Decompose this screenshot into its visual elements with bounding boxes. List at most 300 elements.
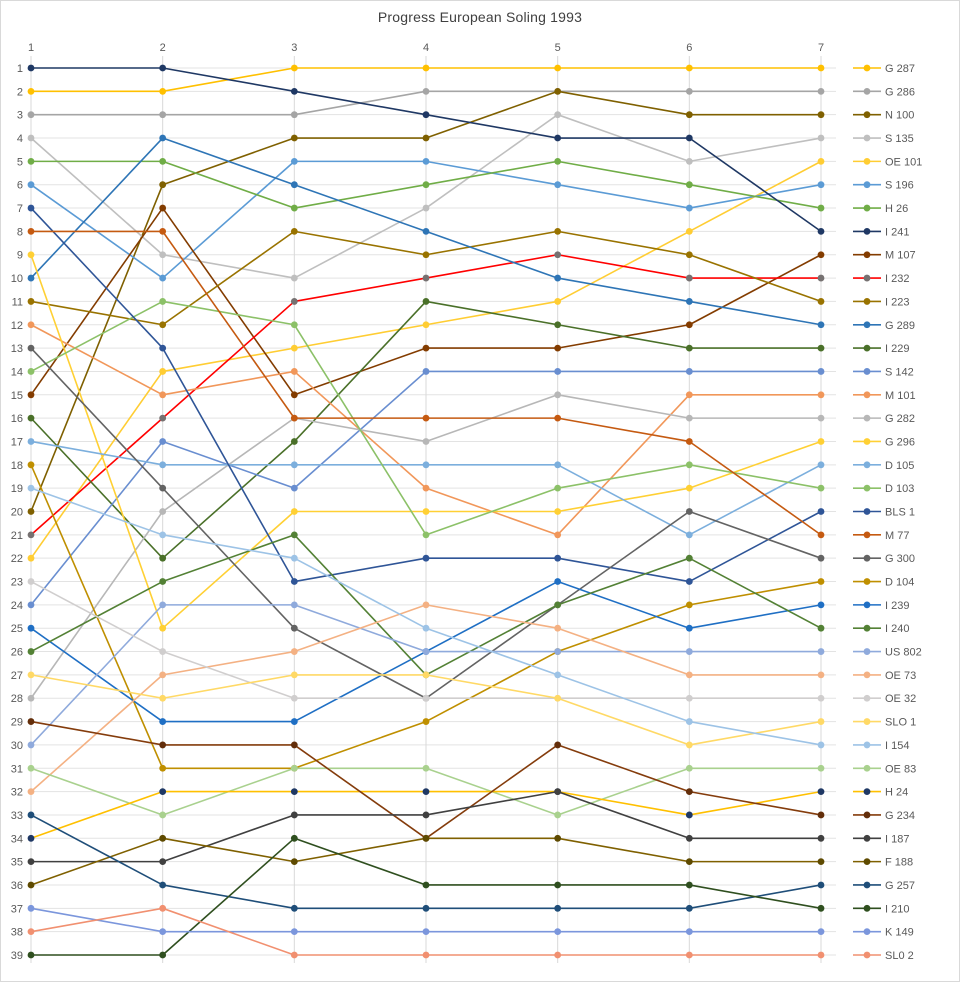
y-tick-label: 15 [10,389,23,402]
series-point-SLO-1 [686,742,693,749]
series-point-OE-32 [686,695,693,702]
y-tick-label: 35 [10,856,23,869]
y-tick-label: 24 [10,599,23,612]
legend-label: I 240 [885,623,910,636]
y-tick-label: 30 [10,739,23,752]
y-tick-label: 19 [10,483,23,496]
series-point-D-103 [423,531,430,538]
y-tick-label: 4 [16,133,23,146]
series-point-I-154 [423,625,430,632]
series-point-I-232 [291,298,298,305]
series-point-OE-83 [554,812,561,819]
series-point-SLO-1 [291,671,298,678]
series-point-G-287 [28,88,35,95]
legend-label: H 24 [885,786,909,799]
series-point-N-100 [28,508,35,515]
series-point-G-257 [554,905,561,912]
legend-swatch-marker [864,648,871,655]
legend-swatch-marker [864,578,871,585]
series-point-OE-73 [818,671,825,678]
series-point-M-101 [159,391,166,398]
series-point-F-188 [554,835,561,842]
series-point-K-149 [159,928,166,935]
y-tick-label: 2 [16,86,23,99]
series-point-K-149 [554,928,561,935]
y-tick-label: 10 [10,273,23,286]
series-point-OE-32 [818,695,825,702]
series-point-S-196 [818,181,825,188]
series-point-I-154 [818,742,825,749]
series-point-G-257 [28,812,35,819]
series-point-G-289 [554,275,561,282]
series-point-I-187 [554,788,561,795]
series-point-N-100 [686,111,693,118]
series-point-I-232 [423,275,430,282]
y-tick-label: 36 [10,879,23,892]
series-point-I-187 [291,812,298,819]
series-point-G-257 [291,905,298,912]
series-point-I-240 [291,531,298,538]
series-point-I-232 [686,275,693,282]
legend-label: S 142 [885,366,914,379]
series-point-I-187 [818,835,825,842]
series-point-I-229 [818,345,825,352]
series-point-G-289 [818,321,825,328]
series-point-H-24 [291,788,298,795]
legend-label: G 300 [885,553,915,566]
series-point-SL0-2 [159,905,166,912]
series-point-N-100 [554,88,561,95]
y-tick-label: 29 [10,716,23,729]
series-point-I-210 [28,952,35,959]
y-tick-label: 1 [16,63,23,75]
series-point-US-802 [159,601,166,608]
series-point-SL0-2 [423,952,430,959]
legend-swatch-marker [864,742,871,749]
series-point-G-289 [291,181,298,188]
x-tick-label: 4 [422,42,430,54]
series-point-OE-83 [818,765,825,772]
series-point-F-188 [423,835,430,842]
series-point-G-257 [818,882,825,889]
y-tick-label: 5 [16,156,23,169]
series-point-OE-32 [423,695,430,702]
series-point-I-240 [554,601,561,608]
series-point-G-257 [686,905,693,912]
series-point-I-154 [28,485,35,492]
legend-swatch-marker [864,765,871,772]
legend-label: D 103 [885,483,915,496]
series-point-SLO-1 [818,718,825,725]
series-point-S-135 [818,135,825,142]
series-point-OE-101 [818,158,825,165]
series-point-I-210 [818,905,825,912]
series-point-SLO-1 [423,671,430,678]
series-point-BLS-1 [159,345,166,352]
series-point-I-154 [291,555,298,562]
series-point-I-223 [159,321,166,328]
series-point-I-239 [818,601,825,608]
series-point-I-241 [554,135,561,142]
y-tick-label: 37 [10,903,23,916]
series-point-M-101 [423,485,430,492]
series-point-G-296 [554,508,561,515]
series-point-D-103 [686,461,693,468]
legend-swatch-marker [864,298,871,305]
series-point-G-257 [159,882,166,889]
series-point-M-77 [554,415,561,422]
series-point-G-289 [159,135,166,142]
x-tick-label: 7 [817,42,825,54]
series-point-US-802 [291,601,298,608]
series-point-G-282 [28,695,35,702]
legend-label: OE 73 [885,669,917,682]
series-point-S-196 [291,158,298,165]
series-point-G-287 [686,65,693,72]
series-point-I-241 [818,228,825,235]
legend-label: I 241 [885,226,910,239]
series-point-G-282 [554,391,561,398]
series-point-OE-73 [291,648,298,655]
series-point-I-239 [159,718,166,725]
series-point-D-103 [291,321,298,328]
series-point-N-100 [423,135,430,142]
legend-label: I 210 [885,903,910,916]
series-point-OE-83 [28,765,35,772]
legend-label: SL0 2 [885,950,914,962]
series-point-G-300 [159,485,166,492]
series-point-M-77 [423,415,430,422]
series-point-S-196 [423,158,430,165]
y-tick-label: 14 [10,366,23,379]
series-point-OE-83 [159,812,166,819]
series-point-G-286 [159,111,166,118]
series-point-G-287 [423,65,430,72]
series-point-G-289 [423,228,430,235]
legend-swatch-marker [864,882,871,889]
series-point-H-24 [159,788,166,795]
legend-label: M 101 [885,389,916,402]
series-point-M-77 [291,415,298,422]
series-point-G-300 [28,345,35,352]
y-tick-label: 13 [10,343,23,356]
legend-swatch-marker [864,718,871,725]
series-point-OE-73 [423,601,430,608]
y-tick-label: 8 [16,226,23,239]
series-point-I-239 [554,578,561,585]
series-point-S-142 [686,368,693,375]
series-point-I-229 [554,321,561,328]
series-point-BLS-1 [818,508,825,515]
series-point-M-107 [686,321,693,328]
series-point-G-287 [554,65,561,72]
legend-label: N 100 [885,109,915,122]
series-point-OE-32 [28,578,35,585]
series-point-I-241 [686,135,693,142]
legend-swatch-marker [864,321,871,328]
series-point-I-239 [28,625,35,632]
series-point-I-229 [28,415,35,422]
legend-swatch-marker [864,788,871,795]
legend-label: SLO 1 [885,716,917,729]
series-point-M-107 [28,391,35,398]
y-tick-label: 16 [10,413,23,426]
series-point-I-241 [159,65,166,72]
legend-label: H 26 [885,203,909,216]
series-point-G-234 [28,718,35,725]
series-point-I-187 [423,812,430,819]
series-point-OE-101 [554,298,561,305]
series-point-BLS-1 [423,555,430,562]
series-point-I-239 [686,625,693,632]
legend-swatch-marker [864,345,871,352]
y-tick-label: 21 [10,529,23,542]
series-point-I-232 [28,531,35,538]
series-point-G-234 [291,742,298,749]
legend-label: US 802 [885,646,922,659]
series-point-H-26 [28,158,35,165]
series-point-OE-83 [686,765,693,772]
y-tick-label: 27 [10,669,23,682]
legend-swatch-marker [864,368,871,375]
series-point-D-104 [686,601,693,608]
y-tick-label: 39 [10,950,23,962]
legend-swatch-marker [864,928,871,935]
series-point-M-107 [818,251,825,258]
series-point-G-289 [686,298,693,305]
series-point-H-26 [159,158,166,165]
legend-label: K 149 [885,926,914,939]
y-tick-label: 3 [16,109,23,122]
series-point-OE-101 [28,555,35,562]
legend-label: OE 32 [885,693,917,706]
series-point-SL0-2 [554,952,561,959]
series-point-K-149 [818,928,825,935]
series-point-H-24 [686,812,693,819]
series-point-D-105 [818,461,825,468]
series-point-D-105 [291,461,298,468]
series-point-K-149 [28,905,35,912]
series-point-SLO-1 [28,671,35,678]
y-tick-label: 6 [16,179,23,192]
series-point-M-101 [686,391,693,398]
series-point-H-26 [291,205,298,212]
legend-label: OE 101 [885,156,923,169]
series-point-M-107 [291,391,298,398]
series-point-G-296 [159,625,166,632]
series-point-I-223 [28,298,35,305]
series-point-I-223 [423,251,430,258]
series-point-G-296 [686,485,693,492]
series-point-D-104 [423,718,430,725]
legend-label: I 229 [885,343,910,356]
legend-label: I 239 [885,599,910,612]
series-point-G-296 [818,438,825,445]
series-point-G-282 [159,508,166,515]
y-tick-label: 17 [10,436,23,449]
legend-label: S 135 [885,133,914,146]
series-point-D-104 [28,461,35,468]
series-point-OE-83 [423,765,430,772]
y-tick-label: 18 [10,459,23,472]
legend-label: I 187 [885,833,910,846]
series-point-S-142 [423,368,430,375]
series-point-G-234 [554,742,561,749]
series-point-I-232 [818,275,825,282]
series-point-D-105 [423,461,430,468]
legend-swatch-marker [864,835,871,842]
legend-swatch-marker [864,65,871,72]
series-point-I-229 [159,555,166,562]
legend-label: S 196 [885,179,914,192]
series-point-H-24 [28,835,35,842]
legend-swatch-marker [864,812,871,819]
series-point-F-188 [291,858,298,865]
series-point-G-300 [291,625,298,632]
series-point-I-240 [28,648,35,655]
y-tick-label: 26 [10,646,23,659]
series-point-S-196 [686,205,693,212]
series-point-I-210 [686,882,693,889]
legend-swatch-marker [864,905,871,912]
series-point-I-223 [291,228,298,235]
series-point-SL0-2 [28,928,35,935]
series-point-G-300 [686,508,693,515]
series-point-G-286 [423,88,430,95]
series-point-M-107 [423,345,430,352]
legend-swatch-marker [864,111,871,118]
legend-swatch-marker [864,251,871,258]
legend-swatch-marker [864,228,871,235]
series-point-G-282 [818,415,825,422]
series-point-S-142 [291,485,298,492]
series-point-BLS-1 [554,555,561,562]
legend-swatch-marker [864,461,871,468]
series-point-I-229 [686,345,693,352]
series-point-I-187 [28,858,35,865]
series-point-S-135 [686,158,693,165]
series-point-G-296 [28,251,35,258]
legend-swatch-marker [864,88,871,95]
series-point-M-77 [818,531,825,538]
legend-label: G 296 [885,436,915,449]
series-point-S-135 [554,111,561,118]
legend-label: G 282 [885,413,915,426]
legend-swatch-marker [864,555,871,562]
series-point-BLS-1 [291,578,298,585]
y-tick-label: 31 [10,763,23,776]
series-point-I-210 [159,952,166,959]
legend-label: G 287 [885,63,915,75]
series-point-S-135 [423,205,430,212]
series-point-H-26 [554,158,561,165]
series-point-M-77 [159,228,166,235]
legend-swatch-marker [864,135,871,142]
series-point-US-802 [818,648,825,655]
series-point-I-223 [818,298,825,305]
series-point-G-282 [686,415,693,422]
series-point-K-149 [423,928,430,935]
x-tick-label: 3 [291,42,298,54]
series-point-F-188 [686,858,693,865]
legend-label: G 286 [885,86,915,99]
series-point-D-105 [554,461,561,468]
series-point-H-24 [818,788,825,795]
series-point-D-103 [159,298,166,305]
series-point-G-234 [818,812,825,819]
series-point-I-240 [159,578,166,585]
series-point-SL0-2 [291,952,298,959]
series-point-G-287 [159,88,166,95]
series-point-I-232 [159,415,166,422]
series-point-US-802 [423,648,430,655]
series-point-SL0-2 [818,952,825,959]
x-tick-label: 6 [686,42,693,54]
legend-swatch-marker [864,508,871,515]
series-point-I-187 [159,858,166,865]
series-point-OE-73 [28,788,35,795]
series-point-F-188 [159,835,166,842]
series-point-S-142 [554,368,561,375]
y-tick-label: 12 [10,319,23,332]
series-point-I-229 [291,438,298,445]
series-point-SL0-2 [686,952,693,959]
series-point-G-289 [28,275,35,282]
series-point-D-103 [28,368,35,375]
series-point-I-154 [686,718,693,725]
series-point-D-105 [686,531,693,538]
series-point-SLO-1 [554,695,561,702]
series-point-D-105 [159,461,166,468]
series-point-H-26 [818,205,825,212]
series-point-S-196 [554,181,561,188]
series-point-G-296 [423,508,430,515]
legend-swatch-marker [864,158,871,165]
series-point-G-287 [818,65,825,72]
series-point-G-286 [28,111,35,118]
series-point-D-103 [818,485,825,492]
series-point-G-234 [159,742,166,749]
y-tick-label: 22 [10,553,23,566]
series-point-M-101 [818,391,825,398]
series-point-S-196 [28,181,35,188]
series-point-I-232 [554,251,561,258]
series-point-SLO-1 [159,695,166,702]
series-point-M-107 [159,205,166,212]
series-point-S-142 [28,601,35,608]
series-point-OE-73 [554,625,561,632]
x-tick-label: 5 [554,42,561,54]
series-point-M-107 [554,345,561,352]
series-point-I-210 [423,882,430,889]
series-point-I-223 [686,251,693,258]
series-point-S-135 [291,275,298,282]
series-point-BLS-1 [28,205,35,212]
series-point-I-210 [554,882,561,889]
y-tick-label: 20 [10,506,23,519]
series-point-F-188 [818,858,825,865]
series-point-I-154 [159,531,166,538]
series-point-I-240 [818,625,825,632]
series-point-US-802 [554,648,561,655]
legend-swatch-marker [864,275,871,282]
series-point-OE-101 [159,368,166,375]
series-point-I-229 [423,298,430,305]
series-point-OE-101 [291,345,298,352]
series-point-D-104 [159,765,166,772]
series-point-M-101 [291,368,298,375]
legend-swatch-marker [864,531,871,538]
